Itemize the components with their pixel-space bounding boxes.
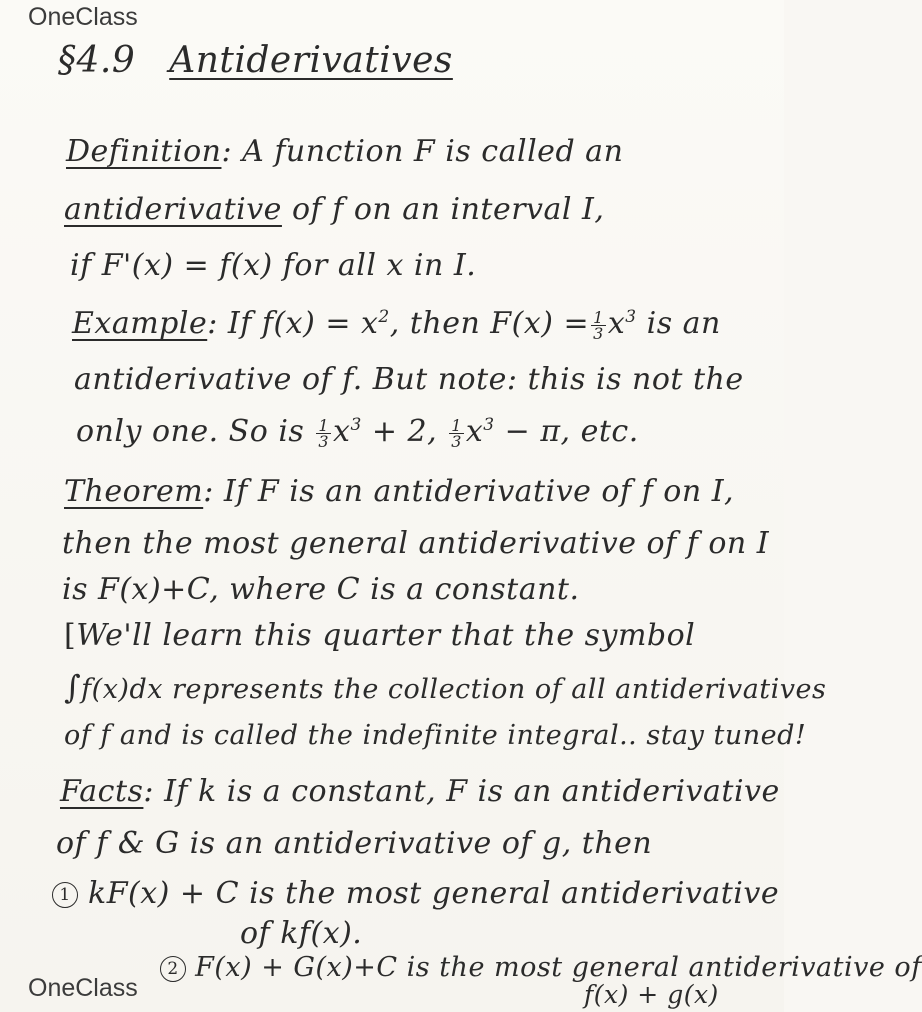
example-text-i: − π, etc.: [494, 414, 639, 449]
example-text-c: x: [607, 306, 626, 341]
fact-item-2-line-1: [160, 952, 922, 983]
fraction-numerator: 1: [593, 307, 604, 327]
facts-label: Facts: [60, 774, 144, 809]
superscript-3: 3: [625, 307, 637, 327]
fraction-one-third: [591, 307, 606, 343]
fact-item-2-line-2: f(x) + g(x): [584, 980, 719, 1009]
definition-label: Definition: [66, 134, 222, 169]
fraction-denominator: 3: [593, 323, 604, 343]
theorem-text-1: : If F is an antiderivative of f on I,: [203, 474, 735, 509]
definition-text-2: of f on an interval I,: [281, 192, 605, 227]
facts-line-2: of f & G is an antiderivative of g, then: [56, 826, 653, 861]
facts-text-1: : If k is a constant, F is an antiderivative: [143, 774, 780, 809]
example-text-f: x: [333, 414, 351, 449]
superscript-3: 3: [483, 415, 495, 435]
section-heading: [58, 40, 453, 81]
note-text-1: We'll learn this quarter that the symbol: [76, 618, 696, 653]
oneclass-logo-bottom: OneClass: [28, 974, 138, 1002]
fraction-numerator: 1: [318, 415, 330, 435]
example-line-2: antiderivative of f. But note: this is not the: [74, 362, 744, 397]
definition-line-1: [66, 134, 623, 169]
note-line-2: [64, 668, 826, 706]
note-line-1: [64, 618, 695, 653]
fraction-one-third: [316, 415, 331, 451]
section-number: §4.9: [58, 40, 136, 81]
theorem-line-3: is F(x)+C, where C is a constant.: [62, 572, 580, 607]
fraction-numerator: 1: [451, 415, 462, 435]
integral-symbol: ∫: [64, 668, 82, 706]
definition-term: antiderivative: [64, 192, 282, 227]
note-text-2: f(x)dx represents the collection of all antiderivatives: [81, 674, 827, 705]
example-text-e: only one. So is: [76, 414, 305, 449]
example-text-d: is an: [636, 306, 721, 341]
open-bracket: [: [64, 618, 77, 653]
example-text-h: x: [465, 414, 484, 449]
facts-line-1: [60, 774, 780, 809]
superscript-3: 3: [350, 415, 362, 435]
fact-item-1-line-1: [52, 876, 779, 911]
theorem-line-2: then the most general antiderivative of f on I: [62, 526, 770, 561]
superscript-2: 2: [378, 307, 390, 327]
fact-item-1-text: kF(x) + C is the most general antiderivative: [88, 876, 780, 911]
theorem-label: Theorem: [64, 474, 204, 509]
example-text-a: : If f(x) = x: [207, 306, 379, 341]
fraction-one-third: [449, 415, 464, 451]
fact-item-2-text: F(x) + G(x)+C is the most general antiderivative of: [195, 952, 922, 983]
fraction-denominator: 3: [451, 431, 462, 451]
definition-line-3: if F'(x) = f(x) for all x in I.: [70, 248, 477, 283]
note-line-3: of f and is called the indefinite integral.. stay tuned!: [64, 720, 807, 751]
definition-text-1: : A function F is called an: [221, 134, 624, 169]
example-text-g: + 2,: [361, 414, 438, 449]
example-label: Example: [72, 306, 208, 341]
example-line-1: [72, 306, 721, 341]
theorem-line-1: [64, 474, 734, 509]
fact-item-1-line-2: of kf(x).: [240, 916, 363, 951]
fraction-denominator: 3: [318, 431, 330, 451]
circled-number-1: 1: [52, 882, 78, 908]
example-line-3: [76, 414, 639, 449]
example-text-b: , then F(x) =: [389, 306, 590, 341]
circled-number-2: 2: [160, 956, 186, 982]
page-title: Antiderivatives: [169, 40, 453, 81]
oneclass-logo-top: OneClass: [28, 3, 138, 31]
definition-line-2: [64, 192, 604, 227]
